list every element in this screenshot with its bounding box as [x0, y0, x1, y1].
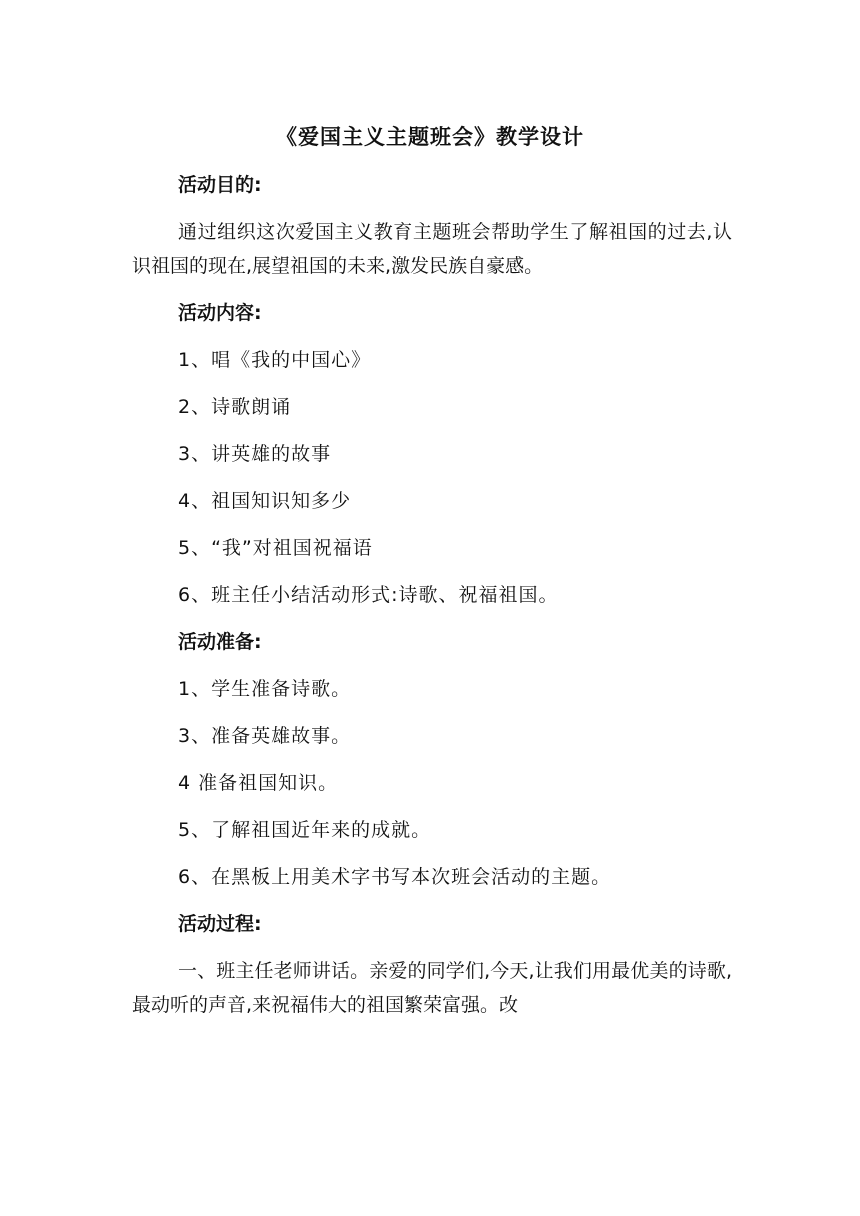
preparation-item: 6、在黑板上用美术字书写本次班会活动的主题。	[178, 866, 612, 888]
document-body	[132, 168, 732, 1035]
purpose-heading: 活动目的:	[178, 174, 262, 196]
document-title: 《爱国主义主题班会》教学设计	[276, 125, 584, 149]
content-heading: 活动内容:	[178, 302, 262, 324]
content-item: 5、“我”对祖国祝福语	[178, 537, 373, 559]
content-item: 2、诗歌朗诵	[178, 396, 292, 418]
process-heading: 活动过程:	[178, 913, 262, 935]
preparation-item: 5、了解祖国近年来的成就。	[178, 819, 432, 841]
preparation-item: 1、学生准备诗歌。	[178, 678, 352, 700]
preparation-heading: 活动准备:	[178, 631, 262, 653]
preparation-item: 4 准备祖国知识。	[178, 772, 339, 794]
preparation-item: 3、准备英雄故事。	[178, 725, 352, 747]
purpose-text: 通过组织这次爱国主义教育主题班会帮助学生了解祖国的过去,认识祖国的现在,展望祖国的未来,激发民族自豪感。	[132, 221, 732, 277]
content-item: 3、讲英雄的故事	[178, 443, 332, 465]
content-item: 6、班主任小结活动形式:诗歌、祝福祖国。	[178, 584, 559, 606]
content-item: 1、唱《我的中国心》	[178, 349, 372, 371]
content-item: 4、祖国知识知多少	[178, 490, 352, 512]
process-text: 一、班主任老师讲话。亲爱的同学们,今天,让我们用最优美的诗歌,最动听的声音,来祝福伟大的祖国繁荣富强。改	[132, 960, 732, 1016]
